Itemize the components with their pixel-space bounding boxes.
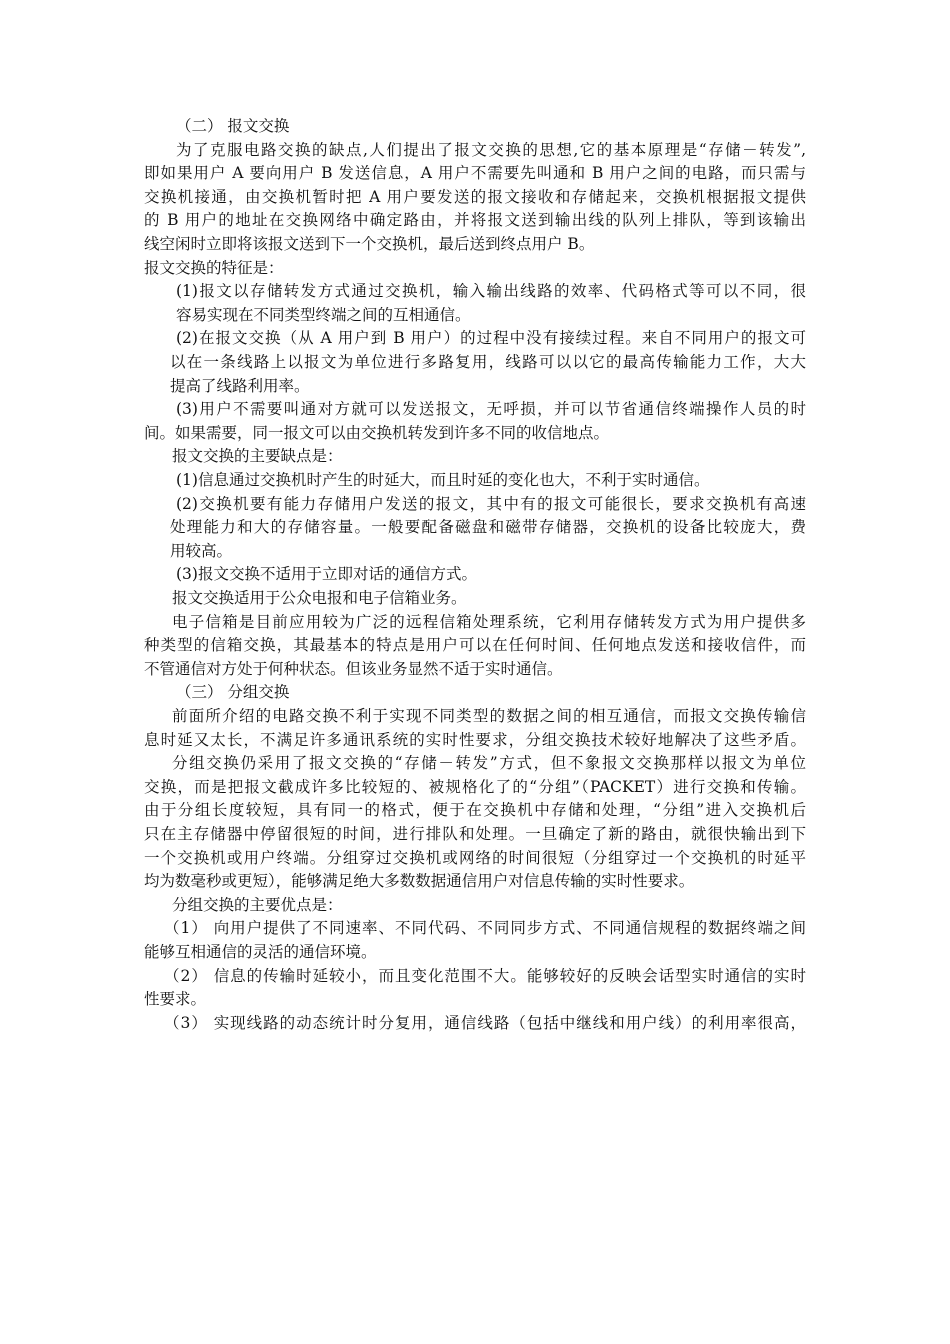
text-line: 的 B 用户的地址在交换网络中确定路由，并将报文送到输出线的队列上排队，等到该输出 bbox=[144, 211, 806, 230]
text-line: 以在一条线路上以报文为单位进行多路复用，线路可以以它的最高传输能力工作，大大 bbox=[170, 353, 806, 371]
text-line: 一个交换机或用户终端。分组穿过交换机或网络的时间很短（分组穿过一个交换机的时延平 bbox=[144, 848, 806, 867]
text-line: 处理能力和大的存储容量。一般要配备磁盘和磁带存储器，交换机的设备比较庞大，费 bbox=[170, 518, 806, 537]
text-line: 前面所介绍的电路交换不利于实现不同类型的数据之间的相互通信，而报文交换传输信 bbox=[172, 707, 806, 725]
text-line: （二） 报文交换 bbox=[176, 117, 290, 135]
text-line: 用较高。 bbox=[170, 541, 233, 560]
text-line: 能够互相通信的灵活的通信环境。 bbox=[144, 943, 377, 961]
text-line: 不管通信对方处于何种状态。但该业务显然不适于实时通信。 bbox=[144, 659, 563, 678]
text-line: 为了克服电路交换的缺点,人们提出了报文交换的思想,它的基本原理是“存储－转发”, bbox=[176, 140, 806, 159]
text-line: （3） 实现线路的动态统计时分复用，通信线路（包括中继线和用户线）的利用率很高， bbox=[164, 1013, 806, 1032]
text-line: 交换，而是把报文截成许多比较短的、被规格化了的“分组”（PACKET）进行交换和传输。 bbox=[144, 777, 806, 796]
text-line: 容易实现在不同类型终端之间的互相通信。 bbox=[176, 305, 471, 324]
text-line: 报文交换的主要缺点是： bbox=[172, 447, 343, 466]
text-line: 种类型的信箱交换，其最基本的特点是用户可以在任何时间、任何地点发送和接收信件，而 bbox=[144, 636, 806, 655]
text-line: 由于分组长度较短，具有同一的格式，便于在交换机中存储和处理，“分组”进入交换机后 bbox=[144, 801, 806, 820]
text-line: 分组交换的主要优点是： bbox=[172, 895, 343, 914]
text-line: 电子信箱是目前应用较为广泛的远程信箱处理系统，它利用存储转发方式为用户提供多 bbox=[172, 612, 806, 631]
text-line: 提高了线路利用率。 bbox=[170, 376, 310, 395]
text-line: （三） 分组交换 bbox=[176, 683, 290, 702]
text-line: 线空闲时立即将该报文送到下一个交换机，最后送到终点用户 B。 bbox=[144, 235, 595, 253]
text-line: 报文交换适用于公众电报和电子信箱业务。 bbox=[172, 589, 467, 607]
text-line: (1)报文以存储转发方式通过交换机，输入输出线路的效率、代码格式等可以不同，很 bbox=[176, 282, 806, 301]
text-line: (3)用户不需要叫通对方就可以发送报文，无呼损，并可以节省通信终端操作人员的时 bbox=[176, 400, 806, 419]
text-line: 性要求。 bbox=[144, 990, 207, 1009]
text-line: （2） 信息的传输时延较小，而且变化范围不大。能够较好的反映会话型实时通信的实时 bbox=[164, 966, 806, 985]
text-line: (2)在报文交换（从 A 用户到 B 用户）的过程中没有接续过程。来自不同用户的报文可 bbox=[176, 329, 806, 348]
text-line: 均为数毫秒或更短），能够满足绝大多数数据通信用户对信息传输的实时性要求。 bbox=[144, 872, 695, 891]
text-line: （1） 向用户提供了不同速率、不同代码、不同同步方式、不同通信规程的数据终端之间 bbox=[164, 919, 806, 938]
text-line: 分组交换仍采用了报文交换的“存储－转发”方式，但不象报文交换那样以报文为单位 bbox=[172, 754, 806, 773]
text-line: 报文交换的特征是： bbox=[144, 258, 284, 277]
text-line: (2)交换机要有能力存储用户发送的报文，其中有的报文可能很长，要求交换机有高速 bbox=[176, 494, 806, 513]
text-line: 间。如果需要，同一报文可以由交换机转发到许多不同的收信地点。 bbox=[144, 423, 610, 442]
text-line: 即如果用户 A 要向用户 B 发送信息，A 用户不需要先叫通和 B 用户之间的电路，而只需与 bbox=[144, 164, 806, 183]
text-line: 息时延又太长，不满足许多通讯系统的实时性要求，分组交换技术较好地解决了这些矛盾。 bbox=[144, 730, 806, 749]
text-line: (3)报文交换不适用于立即对话的通信方式。 bbox=[176, 565, 477, 584]
text-line: 交换机接通，由交换机暂时把 A 用户要发送的报文接收和存储起来，交换机根据报文提供 bbox=[144, 187, 806, 206]
text-line: (1)信息通过交换机时产生的时延大，而且时延的变化也大，不利于实时通信。 bbox=[176, 471, 710, 489]
text-line: 只在主存储器中停留很短的时间，进行排队和处理。一旦确定了新的路由，就很快输出到下 bbox=[144, 825, 806, 843]
